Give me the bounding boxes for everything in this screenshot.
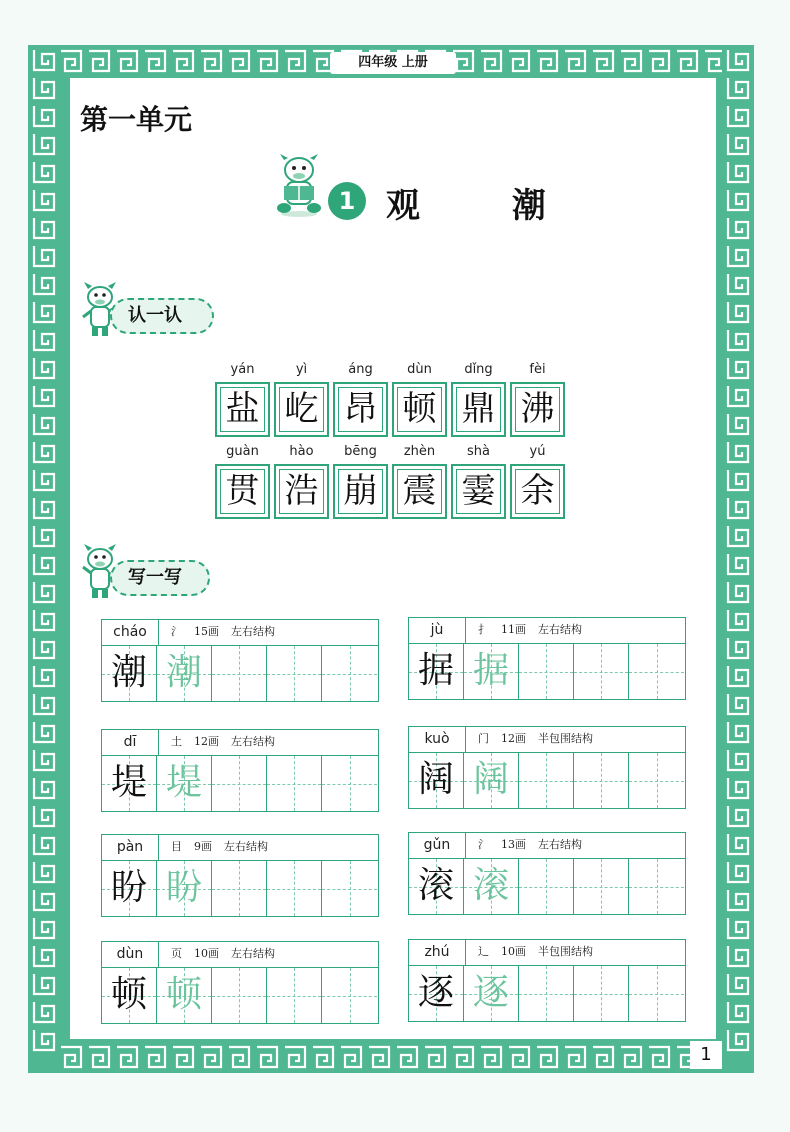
writing-cell	[409, 859, 464, 914]
pinyin-label: yì	[295, 362, 308, 377]
trace-character: 堤	[165, 762, 202, 803]
writing-cell	[102, 646, 157, 701]
character-info-bar	[408, 617, 686, 644]
radical: 目	[171, 840, 182, 853]
writing-cell[interactable]	[629, 966, 684, 1021]
pinyin-label: shà	[467, 444, 490, 459]
radical: 辶	[478, 945, 489, 958]
pinyin-label: dùn	[102, 942, 159, 967]
pinyin-label: gǔn	[409, 833, 466, 858]
stroke-count: 12画	[501, 732, 526, 745]
model-character: 顿	[110, 974, 147, 1015]
pinyin-label: zhèn	[403, 444, 436, 459]
pinyin-label: fèi	[529, 362, 546, 377]
pinyin-label: dī	[102, 730, 159, 755]
writing-cell	[409, 966, 464, 1021]
writing-practice-block	[101, 834, 379, 917]
character: 余	[520, 471, 555, 511]
pinyin-label: jù	[409, 618, 466, 643]
writing-cell[interactable]	[267, 861, 322, 916]
fret-border-left	[28, 45, 60, 1073]
writing-grid	[408, 644, 686, 700]
character: 崩	[343, 471, 378, 511]
character-box	[274, 382, 329, 437]
trace-character: 据	[472, 650, 509, 691]
radical: 氵	[171, 625, 182, 638]
character: 浩	[284, 471, 319, 511]
recognize-cell	[451, 444, 506, 519]
stroke-count: 10画	[501, 945, 526, 958]
lesson-number-badge: 1	[328, 182, 366, 220]
stroke-info	[466, 833, 685, 858]
character-box	[333, 464, 388, 519]
character-info-bar	[101, 834, 379, 861]
writing-cell	[102, 861, 157, 916]
recognize-cell	[215, 362, 270, 437]
character-box	[510, 464, 565, 519]
pinyin-label: zhú	[409, 940, 466, 965]
trace-character: 顿	[165, 974, 202, 1015]
grade-label: 四年级 上册	[330, 52, 456, 74]
pinyin-label: cháo	[102, 620, 159, 645]
writing-cell[interactable]	[267, 968, 322, 1023]
trace-character: 潮	[165, 652, 202, 693]
recognize-cell	[215, 444, 270, 519]
model-character: 逐	[417, 972, 454, 1013]
stroke-info	[159, 942, 378, 967]
model-character: 盼	[110, 867, 147, 908]
unit-title: 第一单元	[80, 103, 193, 136]
writing-grid	[101, 646, 379, 702]
writing-cell[interactable]	[212, 861, 267, 916]
recognize-cell	[274, 362, 329, 437]
structure: 半包围结构	[538, 945, 593, 958]
stroke-count: 10画	[194, 947, 219, 960]
stroke-count: 12画	[194, 735, 219, 748]
character: 屹	[284, 389, 319, 429]
character: 霎	[461, 471, 496, 511]
writing-grid	[101, 756, 379, 812]
pinyin-label: dǐng	[464, 362, 493, 377]
writing-cell	[157, 968, 212, 1023]
recognize-cell	[451, 362, 506, 437]
recognize-section-label: 认一认	[110, 298, 214, 334]
pinyin-label: áng	[348, 362, 373, 377]
writing-cell[interactable]	[322, 861, 377, 916]
model-character: 滚	[417, 865, 454, 906]
writing-practice-block	[101, 729, 379, 812]
stroke-info	[466, 618, 685, 643]
model-character: 潮	[110, 652, 147, 693]
character-info-bar	[408, 939, 686, 966]
page-number: 1	[690, 1041, 722, 1069]
pinyin-label: hào	[289, 444, 314, 459]
writing-practice-block	[101, 941, 379, 1024]
model-character: 阔	[417, 759, 454, 800]
character: 沸	[520, 389, 555, 429]
character: 盐	[225, 389, 260, 429]
character: 贯	[225, 471, 260, 511]
character-box	[392, 464, 447, 519]
structure: 左右结构	[538, 838, 582, 851]
writing-practice-block	[408, 617, 686, 700]
radical: 扌	[478, 623, 489, 636]
writing-cell[interactable]	[574, 644, 629, 699]
recognize-cell	[392, 362, 447, 437]
character-box	[333, 382, 388, 437]
recognize-cell	[333, 362, 388, 437]
character-info-bar	[101, 729, 379, 756]
writing-cell[interactable]	[267, 756, 322, 811]
character-info-bar	[408, 726, 686, 753]
radical: 页	[171, 947, 182, 960]
fret-border-right	[722, 45, 754, 1073]
writing-cell	[157, 646, 212, 701]
pinyin-label: yán	[230, 362, 255, 377]
pinyin-label: bēng	[344, 444, 377, 459]
writing-cell[interactable]	[212, 968, 267, 1023]
writing-cell[interactable]	[519, 753, 574, 808]
character-box	[510, 382, 565, 437]
structure: 半包围结构	[538, 732, 593, 745]
structure: 左右结构	[231, 735, 275, 748]
character: 鼎	[461, 389, 496, 429]
writing-cell[interactable]	[322, 968, 377, 1023]
writing-cell	[464, 966, 519, 1021]
character-info-bar	[408, 832, 686, 859]
stroke-count: 11画	[501, 623, 526, 636]
writing-cell[interactable]	[212, 756, 267, 811]
writing-grid	[408, 753, 686, 809]
writing-cell	[102, 756, 157, 811]
stroke-info	[159, 620, 378, 645]
character-box	[451, 464, 506, 519]
writing-cell	[157, 756, 212, 811]
structure: 左右结构	[231, 625, 275, 638]
writing-cell	[409, 644, 464, 699]
character-box	[215, 382, 270, 437]
stroke-count: 9画	[194, 840, 212, 853]
radical: 氵	[478, 838, 489, 851]
writing-cell	[464, 753, 519, 808]
writing-cell	[102, 968, 157, 1023]
radical: 门	[478, 732, 489, 745]
stroke-info	[466, 940, 685, 965]
writing-cell[interactable]	[574, 966, 629, 1021]
writing-cell[interactable]	[519, 859, 574, 914]
writing-cell[interactable]	[629, 644, 684, 699]
stroke-count: 15画	[194, 625, 219, 638]
stroke-info	[159, 835, 378, 860]
writing-cell[interactable]	[322, 756, 377, 811]
structure: 左右结构	[231, 947, 275, 960]
trace-character: 盼	[165, 867, 202, 908]
structure: 左右结构	[538, 623, 582, 636]
writing-cell[interactable]	[629, 859, 684, 914]
character: 震	[402, 471, 437, 511]
writing-grid	[101, 861, 379, 917]
writing-cell[interactable]	[574, 859, 629, 914]
stroke-info	[466, 727, 685, 752]
pinyin-label: guàn	[226, 444, 259, 459]
writing-grid	[408, 859, 686, 915]
character: 昂	[343, 389, 378, 429]
pinyin-label: kuò	[409, 727, 466, 752]
writing-cell[interactable]	[519, 644, 574, 699]
writing-cell[interactable]	[212, 646, 267, 701]
writing-practice-block	[408, 726, 686, 809]
write-section-label: 写一写	[110, 560, 210, 596]
character-info-bar	[101, 941, 379, 968]
pinyin-label: dùn	[407, 362, 432, 377]
trace-character: 逐	[472, 972, 509, 1013]
writing-grid	[408, 966, 686, 1022]
writing-practice-block	[408, 832, 686, 915]
structure: 左右结构	[224, 840, 268, 853]
recognize-cell	[510, 362, 565, 437]
pinyin-label: yú	[529, 444, 546, 459]
character-info-bar	[101, 619, 379, 646]
stroke-count: 13画	[501, 838, 526, 851]
trace-character: 滚	[472, 865, 509, 906]
model-character: 据	[417, 650, 454, 691]
lesson-title: 观 潮	[386, 186, 586, 226]
recognize-row-2	[215, 444, 565, 519]
cow-mascot-reading-icon	[270, 152, 328, 218]
recognize-row-1	[215, 362, 565, 437]
writing-practice-block	[101, 619, 379, 702]
character-box	[274, 464, 329, 519]
writing-cell	[464, 859, 519, 914]
recognize-cell	[392, 444, 447, 519]
writing-cell	[157, 861, 212, 916]
recognize-cell	[333, 444, 388, 519]
writing-practice-block	[408, 939, 686, 1022]
radical: 土	[171, 735, 182, 748]
trace-character: 阔	[472, 759, 509, 800]
character-box	[392, 382, 447, 437]
writing-cell[interactable]	[267, 646, 322, 701]
model-character: 堤	[110, 762, 147, 803]
writing-cell[interactable]	[519, 966, 574, 1021]
writing-cell[interactable]	[322, 646, 377, 701]
fret-border-bottom	[28, 1041, 754, 1073]
writing-cell[interactable]	[629, 753, 684, 808]
character-box	[451, 382, 506, 437]
writing-cell[interactable]	[574, 753, 629, 808]
character-box	[215, 464, 270, 519]
character: 顿	[402, 389, 437, 429]
writing-cell	[464, 644, 519, 699]
recognize-cell	[274, 444, 329, 519]
writing-cell	[409, 753, 464, 808]
stroke-info	[159, 730, 378, 755]
recognize-cell	[510, 444, 565, 519]
writing-grid	[101, 968, 379, 1024]
pinyin-label: pàn	[102, 835, 159, 860]
